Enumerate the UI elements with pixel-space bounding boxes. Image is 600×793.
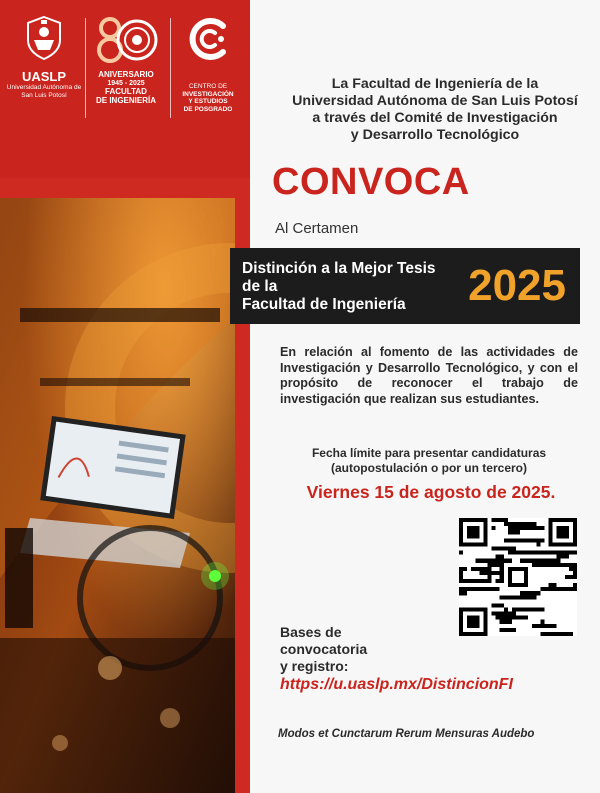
eighty-anniversary-icon	[94, 14, 158, 66]
lab-photo	[0, 198, 235, 793]
certamen-label: Al Certamen	[275, 220, 359, 237]
convoca-heading: CONVOCA	[272, 161, 470, 203]
aniversario-facultad: FACULTAD	[105, 87, 147, 96]
registration-link[interactable]: https://u.uaslp.mx/DistincionFI	[280, 676, 513, 693]
bases-label	[280, 624, 420, 675]
title-banner	[230, 248, 580, 324]
intro-line: La Facultad de Ingeniería de la	[331, 76, 539, 92]
bases-line: Bases de convocatoria	[280, 624, 368, 657]
logo-header	[0, 0, 250, 178]
banner-line: Distinción a la Mejor Tesis	[242, 260, 436, 277]
banner-title	[242, 260, 462, 314]
banner-line: Facultad de Ingeniería	[242, 296, 406, 313]
uaslp-logo	[6, 14, 82, 100]
intro-line: Universidad Autónoma de San Luis Potosí	[292, 93, 578, 109]
logo-divider	[170, 18, 171, 118]
banner-line: de la	[242, 278, 278, 295]
aniversario-label: ANIVERSARIO	[98, 70, 154, 79]
intro-text	[290, 76, 580, 144]
cieep-line1: CENTRO DE	[188, 83, 228, 90]
aniversario-ingenieria: DE INGENIERÍA	[95, 95, 156, 105]
intro-line: a través del Comité de Investigación	[312, 110, 558, 126]
intro-line: y Desarrollo Tecnológico	[350, 127, 520, 143]
spiral-c-icon	[183, 14, 233, 64]
uaslp-name: UASLP	[21, 69, 67, 84]
cieep-line4: DE POSGRADO	[183, 105, 233, 113]
uaslp-fullname: Universidad Autónoma de San Luis Potosí	[6, 84, 82, 99]
motto: Modos et Cunctarum Rerum Mensuras Audebo	[278, 728, 535, 740]
qr-code[interactable]	[459, 518, 577, 636]
banner-year: 2025	[468, 261, 566, 310]
deadline-line: (autopostulación o por un tercero)	[330, 461, 527, 475]
aniversario-logo	[86, 14, 166, 105]
deadline-date: Viernes 15 de agosto de 2025.	[306, 482, 556, 502]
cieep-line3: Y ESTUDIOS	[188, 98, 228, 105]
shield-icon	[20, 14, 68, 62]
description: En relación al fomento de las actividades de Investigación y Desarrollo Tecnológico, y con el propósito de reconocer el trabajo de investigación que realizan sus estudiantes.	[280, 345, 578, 406]
deadline-text	[278, 446, 580, 476]
cieep-line2: INVESTIGACIÓN	[182, 90, 234, 98]
cieep-logo	[172, 14, 244, 113]
aniversario-years: 1945 - 2025	[107, 79, 145, 87]
content-column	[250, 0, 600, 793]
bases-line: y registro:	[280, 658, 349, 674]
deadline-line: Fecha límite para presentar candidaturas	[311, 446, 547, 460]
